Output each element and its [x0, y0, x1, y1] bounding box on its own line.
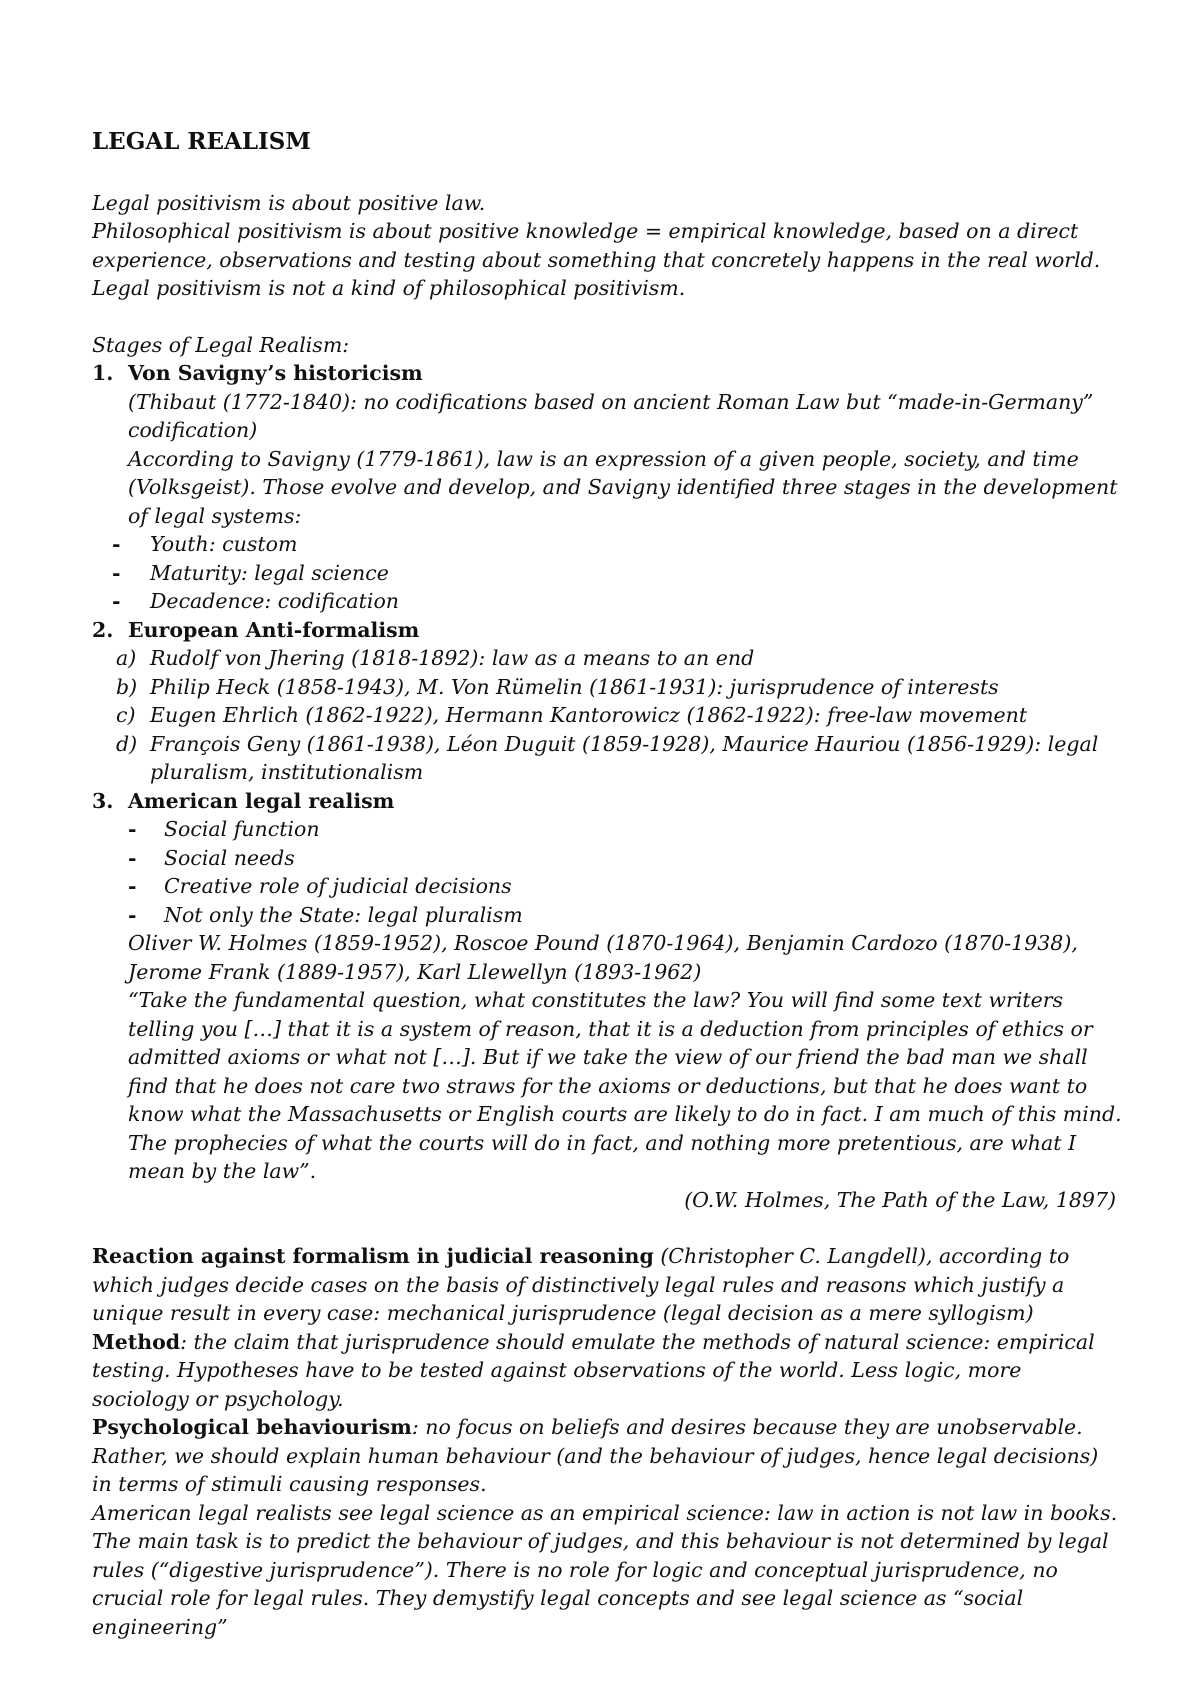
stage-2 — [92, 616, 1122, 645]
stage-1-list — [92, 530, 1122, 616]
stage-number: 1. — [92, 361, 114, 385]
list-item: - Maturity: legal science — [112, 560, 389, 585]
stage-text: According to Savigny (1779-1861), law is an expression of a given people, society, and time (Volksgeist). Those evolve and develop, and Savigny identified three stages in the development of legal systems: — [128, 446, 1118, 528]
reaction-paragraph: Reaction against formalism in judicial reasoning (Christopher C. Langdell), according to which judges decide cases on the basis of distinctively legal rules and reasons which justify a unique result in every case: mechanical jurisprudence (legal decision as a mere syllogism) — [92, 1244, 1070, 1325]
intro-section — [92, 189, 1122, 303]
list-item: - Youth: custom — [112, 532, 298, 556]
intro-line: Legal positivism is not a kind of philosophical positivism. — [92, 276, 686, 300]
list-item: - Decadence: codification — [112, 589, 399, 613]
list-item: - Not only the State: legal pluralism — [128, 902, 523, 927]
stage-heading: American legal realism — [128, 788, 395, 813]
list-item: a) Rudolf von Jhering (1818-1892): law as a means to an end — [116, 646, 755, 670]
stage-heading: Von Savigny’s historicism — [128, 361, 423, 385]
closing-paragraph: American legal realists see legal science as an empirical science: law in action is not law in books. The main task is to predict the behaviour of judges, and this behaviour is not determined by legal rules (“digestive jurisprudence”). There is no role for logic and conceptual jurisprudence, no crucial role for legal rules. They demystify legal concepts and see legal science as “social engineering” — [92, 1500, 1118, 1639]
stage-2-list — [92, 644, 1122, 787]
intro-line: Legal positivism is about positive law. — [92, 190, 486, 215]
stage-3 — [92, 787, 1122, 816]
authors-line: Oliver W. Holmes (1859-1952), Roscoe Pound (1870-1964), Benjamin Cardozo (1870-1938), Jerome Frank (1889-1957), Karl Llewellyn (1893-1962) — [128, 931, 1078, 984]
list-item: d) François Geny (1861-1938), Léon Duguit (1859-1928), Maurice Hauriou (1856-1929): legal pluralism, institutionalism — [116, 731, 1099, 784]
quote-citation: (O.W. Holmes, The Path of the Law, 1897) — [684, 1187, 1116, 1212]
final-section — [92, 1242, 1122, 1641]
stage-heading: European Anti-formalism — [128, 617, 420, 642]
behaviourism-paragraph: Psychological behaviourism: no focus on beliefs and desires because they are unobservable. Rather, we should explain human behaviour (and the behaviour of judges, hence legal decisions) in terms of stimuli causing responses. — [92, 1415, 1099, 1496]
stages-label: Stages of Legal Realism: — [92, 332, 350, 357]
stage-1 — [92, 359, 1122, 530]
list-item: - Social needs — [128, 845, 295, 870]
page-title: LEGAL REALISM — [92, 128, 311, 155]
stage-number: 2. — [92, 617, 114, 642]
document-page — [92, 128, 1122, 1641]
list-item: c) Eugen Ehrlich (1862-1922), Hermann Kantorowicz (1862-1922): free-law movement — [116, 703, 1028, 727]
method-paragraph: Method: the claim that jurisprudence should emulate the methods of natural science: empirical testing. Hypotheses have to be tested against observations of the world. Less logic, more sociology or psychology. — [92, 1329, 1095, 1411]
stage-3-body — [92, 929, 1122, 1214]
stage-number: 3. — [92, 788, 114, 813]
stage-3-list — [92, 815, 1122, 929]
intro-line: Philosophical positivism is about positive knowledge = empirical knowledge, based on a direct experience, observations and testing about something that concretely happens in the real world. — [92, 219, 1101, 272]
stage-note: (Thibaut (1772-1840): no codifications based on ancient Roman Law but “made-in-Germany” codification) — [128, 389, 1094, 442]
holmes-quote: “Take the fundamental question, what constitutes the law? You will find some text writers telling you […] that it is a system of reason, that it is a deduction from principles of ethics or admitted axioms or what not […]. But if we take the view of our friend the bad man we shall find that he does not care two straws for the axioms or deductions, but that he does want to know what the Massachusetts or English courts are likely to do in fact. I am much of this mind. The prophecies of what the courts will do in fact, and nothing more pretentious, are what I mean by the law”. — [128, 988, 1122, 1183]
list-item: - Creative role of judicial decisions — [128, 874, 512, 898]
list-item: b) Philip Heck (1858-1943), M. Von Rümelin (1861-1931): jurisprudence of interests — [116, 674, 999, 699]
list-item: - Social function — [128, 817, 320, 841]
